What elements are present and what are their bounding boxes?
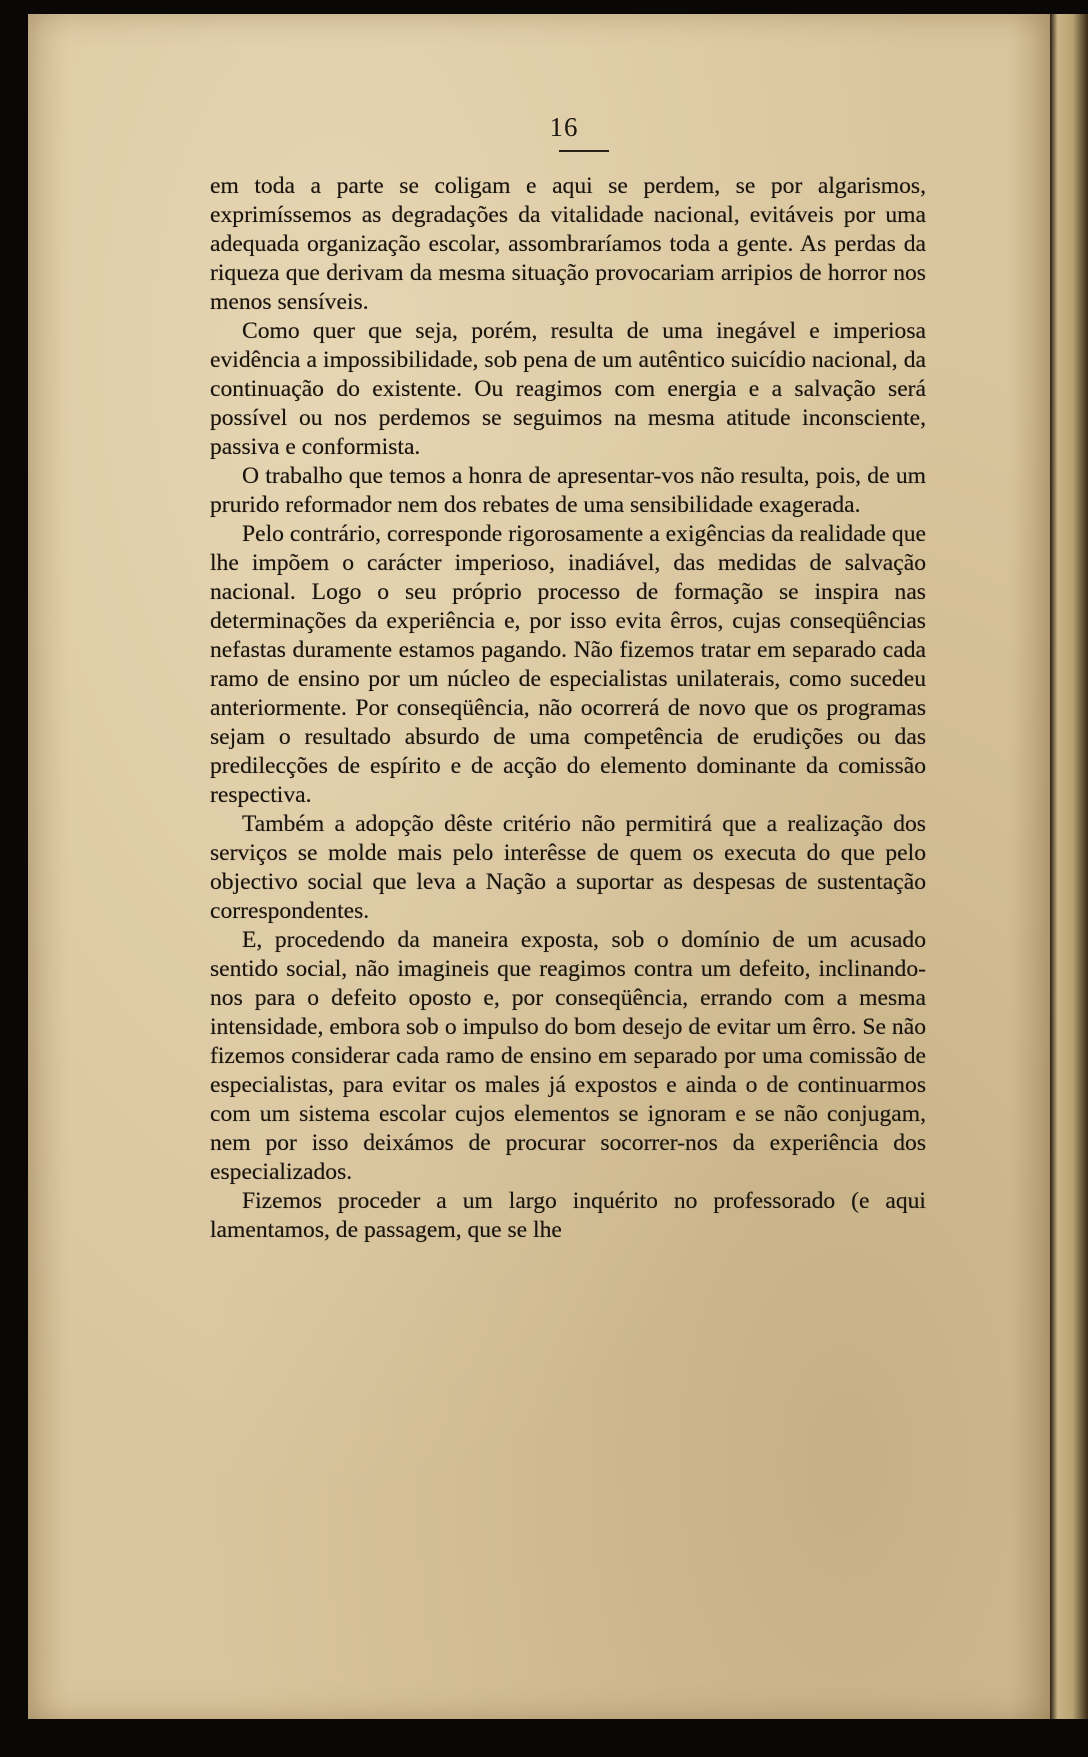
paragraph-5: Também a adopção dêste critério não permitirá que a realização dos serviços se molde mais pelo interêsse de quem os executa do que pelo objectivo social que leva a Nação a suportar as despesas de sustentação correspondentes.: [210, 811, 926, 924]
book-edge: [1050, 14, 1088, 1719]
body-text: [210, 172, 926, 1245]
paragraph-7: Fizemos proceder a um largo inquérito no professorado (e aqui lamentamos, de passagem, que se lhe: [210, 1188, 926, 1243]
page-number-rule: [559, 150, 609, 152]
paragraph-1: em toda a parte se coligam e aqui se perdem, se por algarismos, exprimíssemos as degradações da vitalidade nacional, evitáveis por uma adequada organização escolar, assombraríamos toda a gente. As perdas da riqueza que derivam da mesma situação provocariam arripios de horror nos menos sensíveis.: [210, 173, 926, 315]
paragraph-3: O trabalho que temos a honra de apresentar-vos não resulta, pois, de um prurido reformador nem dos rebates de uma sensibilidade exagerada.: [210, 463, 926, 518]
paragraph-6: E, procedendo da maneira exposta, sob o domínio de um acusado sentido social, não imagineis que reagimos contra um defeito, inclinando-nos para o defeito oposto e, por conseqüência, errando com a mesma intensidade, embora sob o impulso do bom desejo de evitar um êrro. Se não fizemos considerar cada ramo de ensino em separado por uma comissão de especialistas, para evitar os males já expostos e ainda o de continuarmos com um sistema escolar cujos elementos se ignoram e se não conjugam, nem por isso deixámos de procurar socorrer-nos da experiência dos especializados.: [210, 927, 926, 1185]
paragraph-2: Como quer que seja, porém, resulta de uma inegável e imperiosa evidência a impossibilidade, sob pena de um autêntico suicídio nacional, da continuação do existente. Ou reagimos com energia e a salvação será possível ou nos perdemos se seguimos na mesma atitude inconsciente, passiva e conformista.: [210, 318, 926, 460]
page-number: 16: [549, 112, 579, 142]
paragraph-4: Pelo contrário, corresponde rigorosamente a exigências da realidade que lhe impõem o carácter imperioso, inadiável, das medidas de salvação nacional. Logo o seu próprio processo de formação se inspira nas determinações da experiência e, por isso evita êrros, cujas conseqüências nefastas duramente estamos pagando. Não fizemos tratar em separado cada ramo de ensino por um núcleo de especialistas unilaterais, como sucedeu anteriormente. Por conseqüência, não ocorrerá de novo que os programas sejam o resultado absurdo de uma competência de erudições ou das predilecções de espírito e de acção do elemento dominante da comissão respectiva.: [210, 521, 926, 808]
